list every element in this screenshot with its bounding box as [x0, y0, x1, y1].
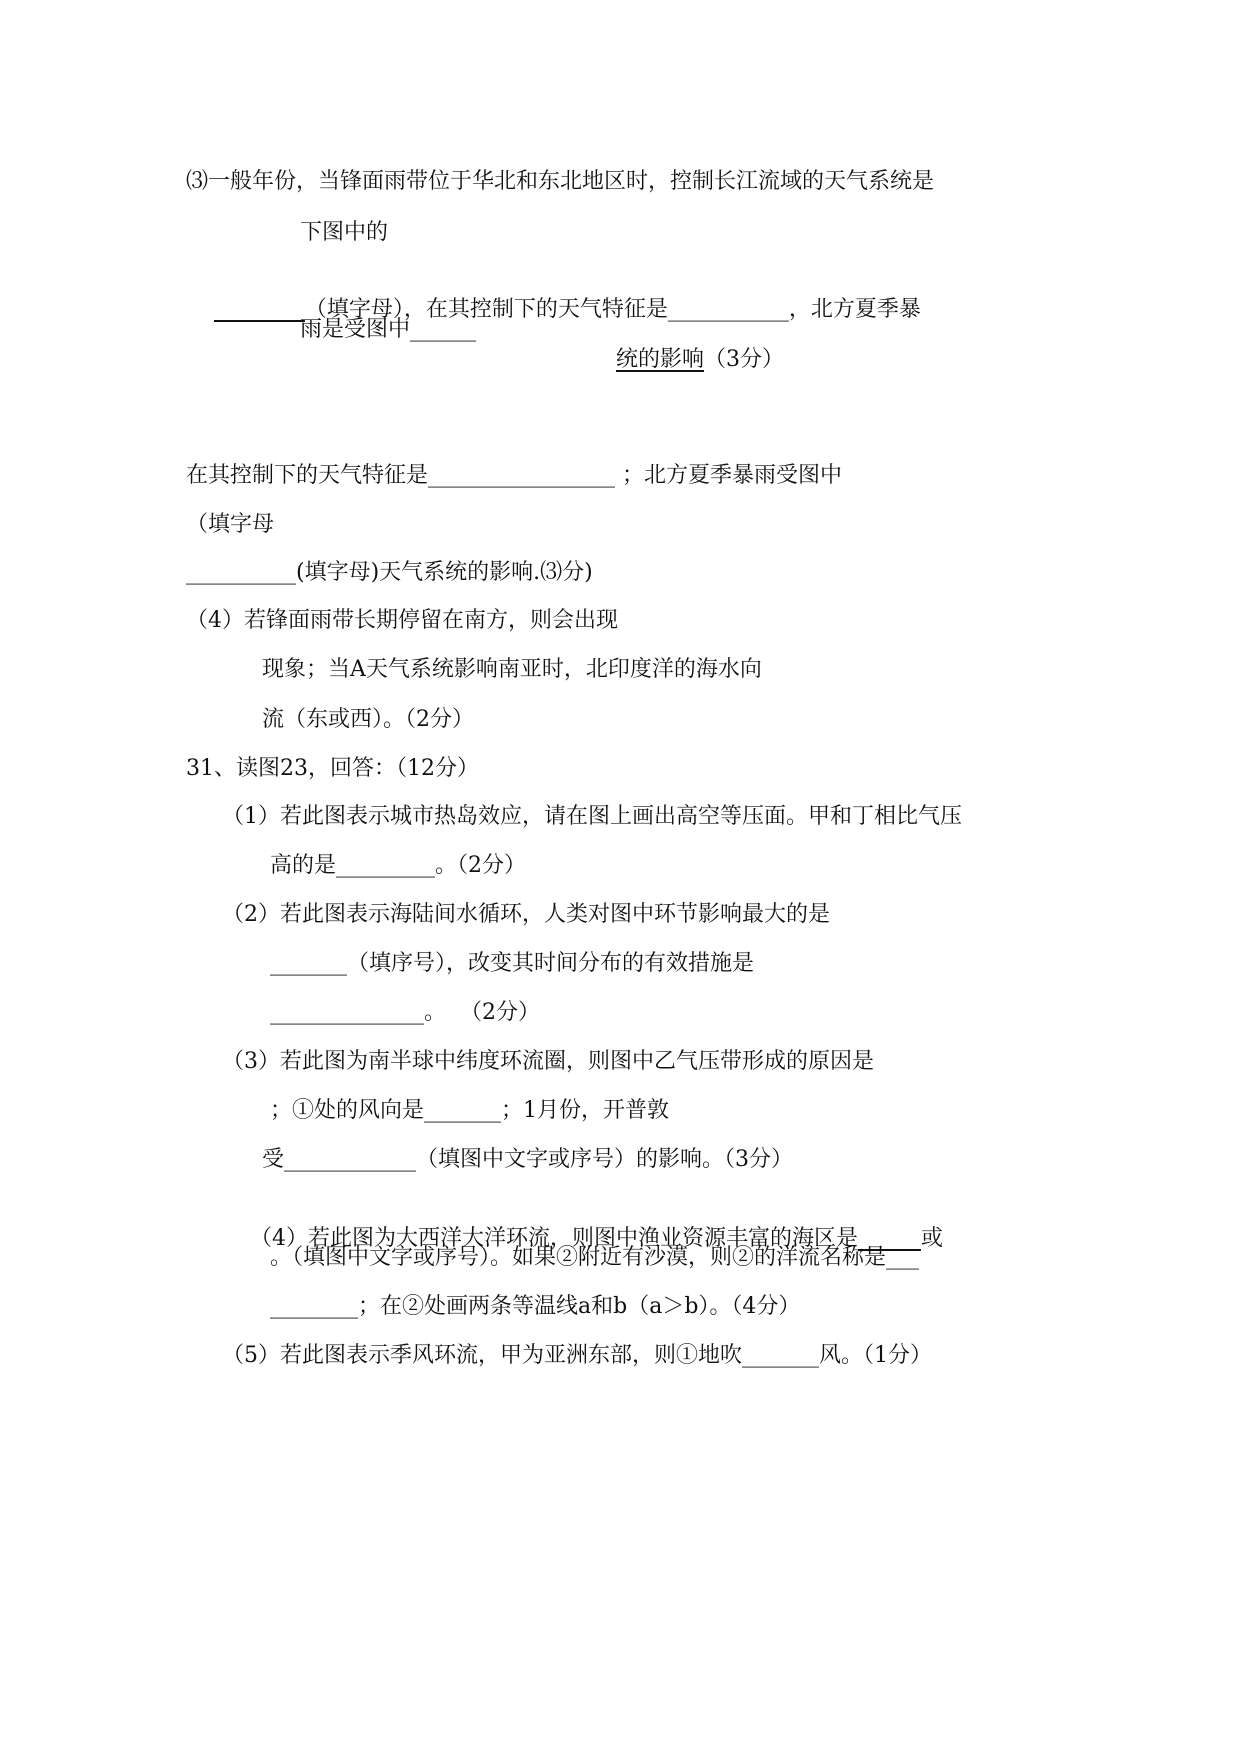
q3-line-3 [186, 265, 921, 355]
q3-line-4: 雨是受图中______ [300, 317, 477, 342]
alt-line-3: __________(填字母)天气系统的影响.⑶分) [186, 560, 593, 585]
q31-4-line-3: ________；在②处画两条等温线a和b（a＞b）。（4分） [270, 1294, 801, 1319]
alt-line-2: （填字母 [186, 512, 275, 537]
q4-line-2: 现象；当A天气系统影响南亚时，北印度洋的海水向 [262, 657, 762, 682]
q31-1-line-1: （1）若此图表示城市热岛效应，请在图上画出高空等压面。甲和丁相比气压 [222, 804, 962, 829]
q3-line-1: ⑶一般年份，当锋面雨带位于华北和东北地区时，控制长江流域的天气系统是 [186, 169, 935, 194]
q31-1-line-2: 高的是_________。（2分） [270, 853, 526, 878]
answer-blank [214, 297, 305, 322]
score-note: （3分） [704, 347, 784, 372]
q4-line-3: 流（东或西）。（2分） [262, 707, 474, 732]
q31-5-line-1: （5）若此图表示季风环流，甲为亚洲东部，则①地吹_______风。（1分） [222, 1343, 932, 1368]
q31-2-line-3: ______________。 （2分） [270, 1000, 540, 1025]
q31-2-line-2: _______（填序号），改变其时间分布的有效措施是 [270, 951, 755, 976]
q31-4-line-1-text: （4）若此图为大西洋大洋环流，则图中渔业资源丰富的海区是 [249, 1226, 858, 1251]
q3-line-3-text: （填字母），在其控制下的天气特征是___________，北方夏季暴 [304, 297, 921, 322]
q31-3-line-3: 受____________（填图中文字或序号）的影响。（3分） [262, 1147, 793, 1172]
q31-4-line-2: 。（填图中文字或序号）。如果②附近有沙漠，则②的洋流名称是___ [270, 1245, 920, 1270]
q31-2-line-1: （2）若此图表示海陆间水循环，人类对图中环节影响最大的是 [222, 902, 830, 927]
q3-line-4-tail [588, 315, 784, 405]
q4-line-1: （4）若锋面雨带长期停留在南方，则会出现 [186, 608, 618, 633]
q31-3-line-2: ；①处的风向是_______；1月份，开普敦 [270, 1098, 669, 1123]
q3-line-2: 下图中的 [300, 220, 389, 245]
alt-line-1: 在其控制下的天气特征是_________________ ；北方夏季暴雨受图中 [186, 463, 842, 488]
underlined-phrase: 统的影响 [615, 347, 704, 372]
q31-3-line-1: （3）若此图为南半球中纬度环流圈，则图中乙气压带形成的原因是 [222, 1049, 874, 1074]
q31-4-line-1-tail: 或 [920, 1226, 943, 1251]
q31-title: 31、读图23，回答：（12分） [186, 756, 479, 781]
